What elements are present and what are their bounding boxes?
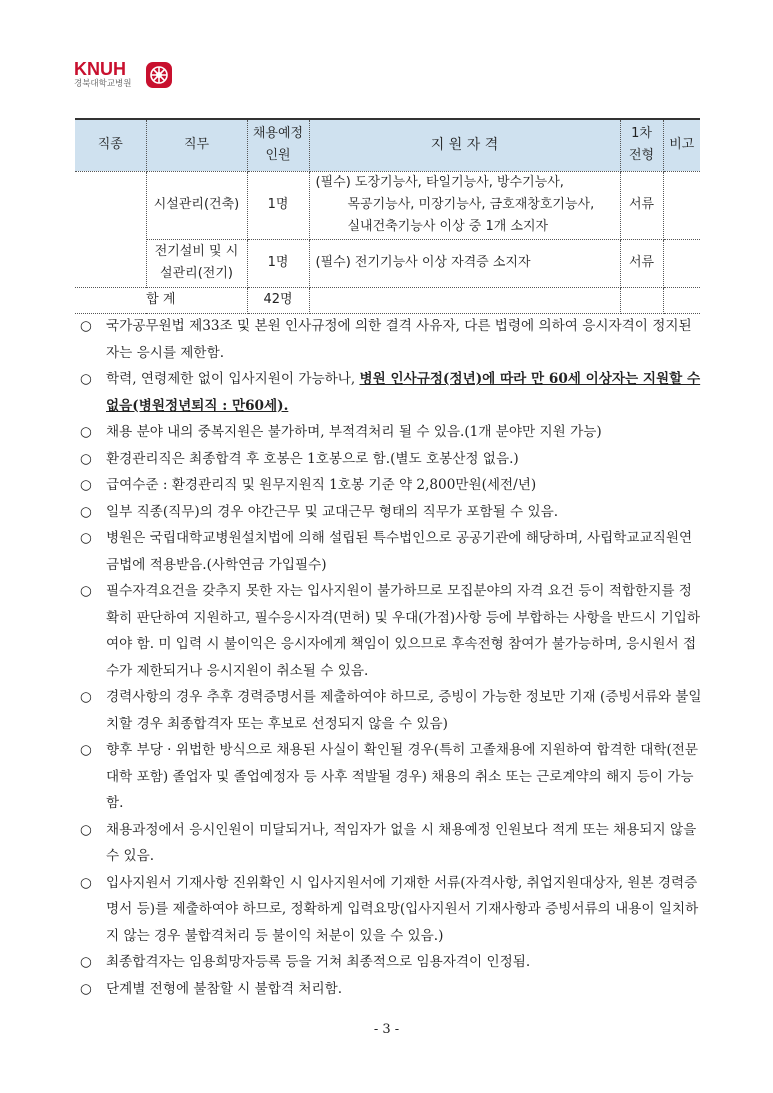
cell-count: 1명 [247,171,309,239]
header-job: 직종 [75,119,146,171]
bullet-circle-icon: ○ [80,954,92,970]
cell-qualification [309,171,620,239]
cell-note [663,171,700,239]
notice-item: ○ 환경관리직은 최종합격 후 호봉은 1호봉으로 함.(별도 호봉산정 없음.) [80,446,705,473]
page-number: - 3 - [373,1022,400,1037]
total-label: 합 계 [75,287,247,313]
total-row [75,287,700,313]
bullet-circle-icon: ○ [80,874,92,891]
total-empty [663,287,700,313]
bullet-circle-icon: ○ [80,980,92,997]
header-note: 비고 [663,119,700,171]
cell-count: 1명 [247,239,309,287]
header-qualification: 지 원 자 격 [309,119,620,171]
cell-note [663,239,700,287]
notice-item: ○ 국가공무원법 제33조 및 본원 인사규정에 의한 결격 사유자, 다른 법령에 의하여 응시자격이 정지된 자는 응시를 제한함. [80,313,705,366]
notice-item: ○ 일부 직종(직무)의 경우 야간근무 및 교대근무 형태의 직무가 포함될 수 있음. [80,499,705,526]
notice-item: ○ 급여수준 : 환경관리직 및 원무지원직 1호봉 기준 약 2,800만원(세전/년) [80,472,705,499]
bullet-circle-icon: ○ [80,689,92,705]
qual-line: 실내건축기능사 이상 중 1개 소지자 [347,219,549,234]
qual-line: (필수) 도장기능사, 타일기능사, 방수기능사, [315,175,564,190]
bullet-circle-icon: ○ [80,371,92,387]
notice-item: ○ 채용 분야 내의 중복지원은 불가하며, 부적격처리 될 수 있음.(1개 분야만 지원 가능) [80,419,705,446]
bullet-circle-icon: ○ [80,583,92,599]
cell-stage: 서류 [620,239,663,287]
total-empty [620,287,663,313]
bullet-circle-icon: ○ [80,318,92,334]
cell-stage: 서류 [620,171,663,239]
total-empty [309,287,620,313]
bullet-circle-icon: ○ [80,821,92,838]
notice-item: ○ 단계별 전형에 불참할 시 불합격 처리함. [80,976,705,1003]
bullet-circle-icon: ○ [80,530,92,546]
total-count: 42명 [247,287,309,313]
bullet-circle-icon: ○ [80,742,92,758]
header-first-stage: 1차 전형 [620,119,663,171]
bullet-circle-icon: ○ [80,477,92,493]
table-row [75,171,700,239]
cell-qualification: (필수) 전기기능사 이상 자격증 소지자 [309,239,620,287]
table-row [75,239,700,287]
bullet-circle-icon: ○ [80,424,92,440]
bullet-circle-icon: ○ [80,503,92,520]
cell-job [75,171,146,287]
qual-line: 목공기능사, 미장기능사, 금호재창호기능사, [347,197,595,212]
header-duty: 직무 [146,119,247,171]
hospital-logo [74,60,174,96]
recruitment-table [75,118,700,314]
notice-item: ○ 필수자격요건을 갖추지 못한 자는 입사지원이 불가하므로 모집분야의 자격 요건 등이 적합한지를 정확히 판단하여 지원하고, 필수응시자격(면허) 및 우대(가점)사항 등에 부합하는 사항을 반드시 기입하여야 함. 미 입력 시 불이익은 응시자에게 책임이 있으므로 후속전형 참여가 불가능하며, 응시원서 접수가 제한되거나 응시지원이 취소될 수 있음. [80,578,705,684]
cell-duty: 시설관리(건축) [146,171,247,239]
bullet-circle-icon: ○ [80,450,92,467]
header-count: 채용예정 인원 [247,119,309,171]
logo-emblem-icon [146,62,172,88]
notice-item: ○ 채용과정에서 응시인원이 미달되거나, 적임자가 없을 시 채용예정 인원보다 적게 또는 채용되지 않을 수 있음. [80,817,705,870]
logo-subtitle: 경북대학교병원 [74,79,132,89]
notice-list [80,313,705,1002]
logo-brand: KNUH [74,59,126,79]
notice-item: ○ 입사지원서 기재사항 진위확인 시 입사지원서에 기재한 서류(자격사항, 취업지원대상자, 원본 경력증명서 등)를 제출하여야 하므로, 정확하게 입력요망(입사지원서 기재사항과 증빙서류의 내용이 일치하지 않는 경우 불합격처리 등 불이익 처분이 있을 수 있음.) [80,870,705,950]
notice-item: ○ 병원은 국립대학교병원설치법에 의해 설립된 특수법인으로 공공기관에 해당하며, 사립학교교직원연금법에 적용받음.(사학연금 가입필수) [80,525,705,578]
notice-item: ○ 경력사항의 경우 추후 경력증명서를 제출하여야 하므로, 증빙이 가능한 정보만 기재 (증빙서류와 불일치할 경우 최종합격자 또는 후보로 선정되지 않을 수 있음) [80,684,705,737]
notice-item: ○ 최종합격자는 임용희망자등록 등을 거쳐 최종적으로 임용자격이 인정됨. [80,949,705,976]
cell-duty: 전기설비 및 시설관리(전기) [146,239,247,287]
highlight-retirement-age: 병원 인사규정(정년)에 따라 만 60세 이상자는 지원할 수 없음(병원정년퇴직 : 만60세). [106,371,701,414]
notice-item: ○ 학력, 연령제한 없이 입사지원이 가능하나, 병원 인사규정(정년)에 따라 만 60세 이상자는 지원할 수 없음(병원정년퇴직 : 만60세). [80,366,705,419]
notice-item: ○ 향후 부당 · 위법한 방식으로 채용된 사실이 확인될 경우(특히 고졸채용에 지원하여 합격한 대학(전문대학 포함) 졸업자 및 졸업예정자 등 사후 적발될 경우) 채용의 취소 또는 근로계약의 해지 등이 가능함. [80,737,705,817]
